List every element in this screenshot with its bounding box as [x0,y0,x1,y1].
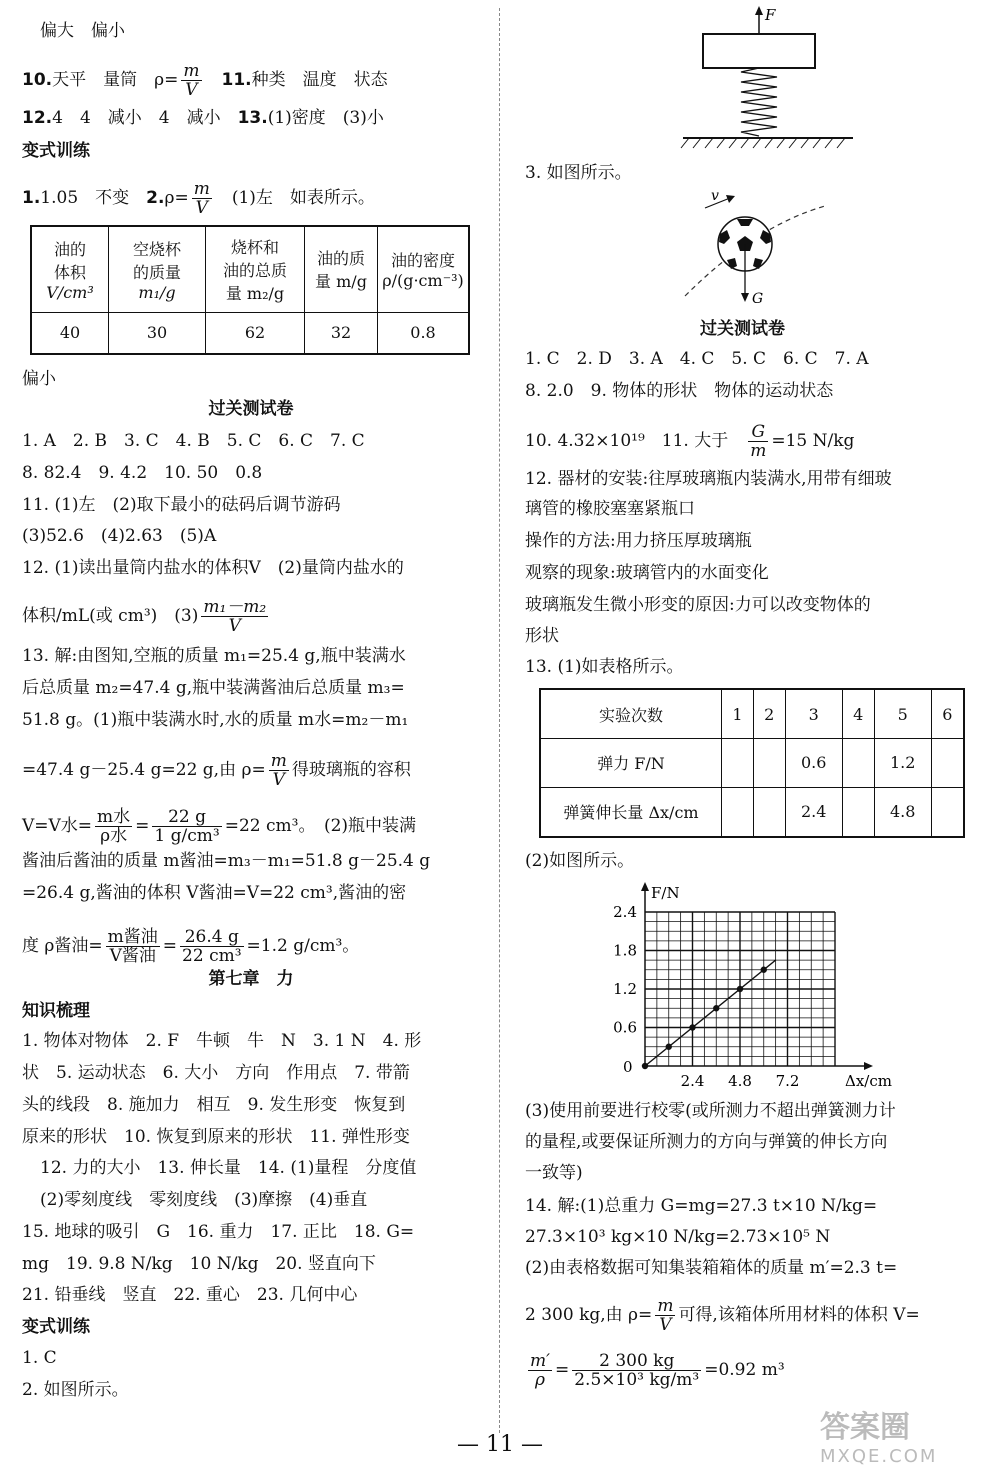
spring [741,68,777,136]
table-cell: 弹簧伸长量 Δx/cm [540,787,722,837]
answer-line: V=V水= $\frac{\text{m水}}{\text{ρ水}}$ = $\frac{22 g}{\text{1 g/cm³}}$ =22 cm³。 (2)瓶中装满 [22,807,417,846]
y-axis-label: F/N [651,884,680,902]
answer-line: 14. 解:(1)总重力 G=mg=27.3 t×10 N/kg= [525,1196,878,1216]
fit-line [645,960,776,1066]
answer-line: 度 ρ酱油= $\frac{\text{m酱油}}{\text{V酱油}}$ = $\frac{26.4 g}{\text{22 cm³}}$ =1.2 g/cm³。 [22,927,360,966]
table-cell: 30 [109,312,206,354]
x-axis-arrow [864,1062,873,1070]
table-header: 1 [722,689,754,739]
origin-label: 0 [623,1058,633,1076]
table-header: 2 [753,689,785,739]
answer-line: 原来的形状 10. 恢复到原来的形状 11. 弹性形变 [22,1127,410,1147]
y-axis-arrow [641,882,649,891]
spring-figure [675,4,895,154]
table-header: 空烧杯 的质量 m₁/g [109,226,206,312]
answer-line: 1. C 2. D 3. A 4. C 5. C 6. C 7. A [525,349,869,369]
answer-line: 1. A 2. B 3. C 4. B 5. C 6. C 7. C [22,431,365,451]
answer-line: $\frac{m'}{\rho}$ = $\frac{2 300 kg}{\text{2.5×10³ kg/m³}}$ =0.92 m³ [530,1351,785,1390]
table-cell: 32 [305,312,378,354]
answer-line: (2)零刻度线 零刻度线 (3)摩擦 (4)垂直 [40,1190,368,1210]
answer-line: 酱油后酱油的质量 m酱油=m₃－m₁=51.8 g－25.4 g [22,851,431,871]
answer-line: 状 5. 运动状态 6. 大小 方向 作用点 7. 带箭 [22,1063,410,1083]
table-header: 烧杯和 油的总质 量 m₂/g [206,226,305,312]
data-point [642,1063,648,1069]
table-header: 油的 体积 V/cm³ [31,226,109,312]
answer-line: 头的线段 8. 施加力 相互 9. 发生形变 恢复到 [22,1095,406,1115]
x-tick-label: 2.4 [680,1072,705,1090]
y-tick-label: 0.6 [613,1018,637,1037]
answer-line: 8. 82.4 9. 4.2 10. 50 0.8 [22,463,263,483]
answer-line: 12.4 4 减小 4 减小 13.(1)密度 (3)小 [22,108,384,128]
chapter-title: 第七章 力 [208,969,294,989]
x-tick-label: 7.2 [775,1072,800,1090]
answer-line: 偏小 [22,369,56,389]
answer-line: 2. 如图所示。 [22,1380,129,1400]
x-tick-label: 4.8 [728,1072,752,1090]
section-heading: 变式训练 [22,141,90,161]
answer-line: (3)使用前要进行校零(或所测力不超出弹簧测力计 [525,1101,896,1121]
answer-line: =47.4 g－25.4 g=22 g,由 ρ= $\frac{m}{V}$ 得玻璃瓶的容积 [22,751,411,790]
answer-line: 12. (1)读出量筒内盐水的体积V (2)量筒内盐水的 [22,558,404,578]
data-point [689,1024,695,1030]
watermark: 答案圈 MXQE.COM [820,1410,938,1467]
answer-line: 11. (1)左 (2)取下最小的砝码后调节游码 [22,495,341,515]
answer-line: 一致等) [525,1163,583,1183]
answer-line: 8. 2.0 9. 物体的形状 物体的运动状态 [525,381,834,401]
y-tick-label: 2.4 [613,903,637,921]
answer-line: 13. (1)如表格所示。 [525,657,684,677]
answer-line: 璃管的橡胶塞塞紧瓶口 [525,499,695,519]
y-tick-label: 1.2 [613,980,637,998]
gravity-label: G [752,291,764,307]
section-heading: 过关测试卷 [208,399,294,419]
data-point [713,1005,719,1011]
answer-line: 玻璃瓶发生微小形变的原因:力可以改变物体的 [525,595,871,615]
table-cell: 2.4 [785,787,842,837]
answer-line: 1. C [22,1348,57,1368]
answer-line: 12. 器材的安装:往厚玻璃瓶内装满水,用带有细玻 [525,469,892,489]
table-header: 6 [931,689,964,739]
table-cell: 0.8 [378,312,470,354]
answer-line: 2 300 kg,由 ρ= $\frac{m}{V}$ 可得,该箱体所用材料的体积 V= [525,1296,920,1335]
data-point [666,1044,672,1050]
spring-data-table [539,688,965,838]
answer-line: (3)52.6 (4)2.63 (5)A [22,526,217,546]
answer-line: 15. 地球的吸引 G 16. 重力 17. 正比 18. G= [22,1222,415,1242]
table-header: 3 [785,689,842,739]
table-header: 油的密度 ρ/(g·cm⁻³) [378,226,470,312]
data-point [737,986,743,992]
answer-line: 形状 [525,626,559,646]
column-divider [499,8,500,1433]
answer-line: 偏大 偏小 [40,21,125,41]
force-label: F [765,6,776,24]
table-cell: 弹力 F/N [540,739,722,788]
velocity-label: v [711,188,719,204]
answer-line: 10. 4.32×10¹⁹ 11. 大于 $\frac{G}{m}$ =15 N/kg [525,422,855,461]
table-cell [722,739,754,788]
answer-line: 13. 解:由图知,空瓶的质量 m₁=25.4 g,瓶中装满水 [22,646,406,666]
table-cell [753,739,785,788]
table-cell [842,787,874,837]
answer-line: =26.4 g,酱油的体积 V酱油=V=22 cm³,酱油的密 [22,883,407,903]
data-point [761,967,767,973]
page-number: — 11 — [457,1432,543,1457]
answer-line: 后总质量 m₂=47.4 g,瓶中装满酱油后总质量 m₃= [22,678,405,698]
table-cell [931,739,964,788]
block [703,34,815,68]
table-cell [722,787,754,837]
x-axis-label: Δx/cm [845,1072,892,1090]
table-header: 5 [874,689,931,739]
answer-line: 3. 如图所示。 [525,163,632,183]
oil-density-table [30,225,470,355]
answer-line: 操作的方法:用力挤压厚玻璃瓶 [525,531,752,551]
answer-line: 观察的现象:玻璃管内的水面变化 [525,563,769,583]
table-cell [931,787,964,837]
table-header: 实验次数 [540,689,722,739]
section-heading: 变式训练 [22,1317,90,1337]
section-heading: 知识梳理 [22,1001,90,1021]
answer-line: 1.1.05 不变 2.ρ= $\frac{m}{V}$ (1)左 如表所示。 [22,179,375,218]
table-cell [842,739,874,788]
answer-line: 21. 铅垂线 竖直 22. 重心 23. 几何中心 [22,1285,358,1305]
answer-line: 体积/mL(或 cm³) (3) $\frac{\text{m₁－m₂}}{V}$ [22,597,267,636]
answer-line: mg 19. 9.8 N/kg 10 N/kg 20. 竖直向下 [22,1254,376,1274]
table-cell: 0.6 [785,739,842,788]
answer-line: (2)由表格数据可知集装箱箱体的质量 m′=2.3 t= [525,1258,898,1278]
force-arrow-head [755,6,763,15]
gravity-arrow-head [741,293,749,302]
y-tick-label: 1.8 [613,941,637,960]
table-cell: 4.8 [874,787,931,837]
table-header: 油的质 量 m/g [305,226,378,312]
ground-hatch [681,138,845,148]
force-extension-chart [605,876,905,1094]
answer-line: (2)如图所示。 [525,851,635,871]
table-cell [753,787,785,837]
section-heading: 过关测试卷 [700,319,785,339]
table-cell: 1.2 [874,739,931,788]
table-cell: 62 [206,312,305,354]
answer-line: 1. 物体对物体 2. F 牛顿 牛 N 3. 1 N 4. 形 [22,1031,422,1051]
answer-line: 12. 力的大小 13. 伸长量 14. (1)量程 分度值 [40,1158,417,1178]
table-header: 4 [842,689,874,739]
answer-line: 27.3×10³ kg×10 N/kg=2.73×10⁵ N [525,1227,831,1247]
ball-figure [675,186,835,310]
table-cell: 40 [31,312,109,354]
answer-line: 10.天平 量筒 ρ= $\frac{m}{V}$ 11.种类 温度 状态 [22,61,388,100]
answer-line: 的量程,或要保证所测力的方向与弹簧的伸长方向 [525,1132,888,1152]
answer-line: 51.8 g。(1)瓶中装满水时,水的质量 m水=m₂－m₁ [22,710,409,730]
